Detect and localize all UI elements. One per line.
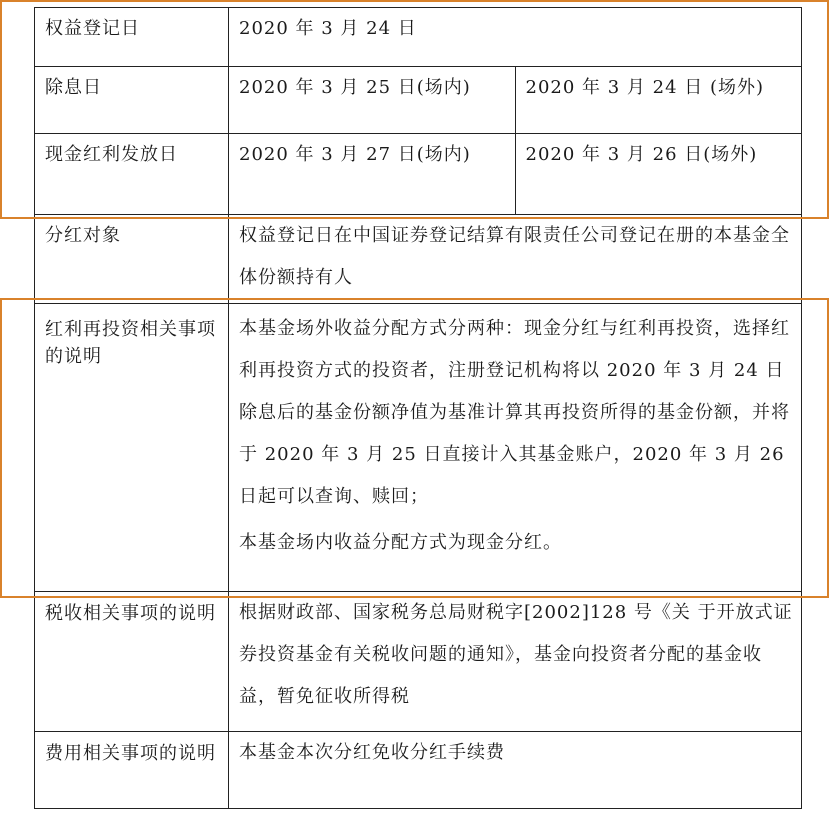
reinvestment-value [229,304,802,592]
dividend-info-table [34,7,802,809]
tax-label: 税收相关事项的说明 [35,591,229,731]
reinvestment-label: 红利再投资相关事项的说明 [35,304,229,592]
table-row [35,304,802,592]
table-row [35,214,802,303]
reinvestment-paragraph-1: 本基金场外收益分配方式分两种：现金分红与红利再投资，选择红利再投资方式的投资者，注册登记机构将以 2020 年 3 月 24 日除息后的基金份额净值为基准计算其再投资所得的基金份额，并将于 2020 年 3 月 25 日直接计入其基金账户，2020 年 3 月 26 日起可以查询、赎回； [239,318,790,508]
table-row [35,731,802,808]
fee-value: 本基金本次分红免收分红手续费 [229,731,802,808]
table-row [35,66,802,133]
dividend-target-label: 分红对象 [35,214,229,303]
reinvestment-paragraph-2: 本基金场内收益分配方式为现金分红。 [239,532,562,554]
payment-date-onsite: 2020 年 3 月 27 日(场内) [229,133,516,214]
table-row [35,8,802,67]
payment-date-offsite: 2020 年 3 月 26 日(场外) [515,133,802,214]
table-row [35,133,802,214]
record-date-value: 2020 年 3 月 24 日 [229,8,802,67]
ex-dividend-date-label: 除息日 [35,66,229,133]
ex-dividend-date-offsite: 2020 年 3 月 24 日 (场外) [515,66,802,133]
record-date-label: 权益登记日 [35,8,229,67]
fee-label: 费用相关事项的说明 [35,731,229,808]
payment-date-label: 现金红利发放日 [35,133,229,214]
tax-value: 根据财政部、国家税务总局财税字[2002]128 号《关 于开放式证券投资基金有关税收问题的通知》，基金向投资者分配的基金收益，暂免征收所得税 [229,591,802,731]
dividend-target-value: 权益登记日在中国证券登记结算有限责任公司登记在册的本基金全体份额持有人 [229,214,802,303]
ex-dividend-date-onsite: 2020 年 3 月 25 日(场内) [229,66,516,133]
table-row [35,591,802,731]
